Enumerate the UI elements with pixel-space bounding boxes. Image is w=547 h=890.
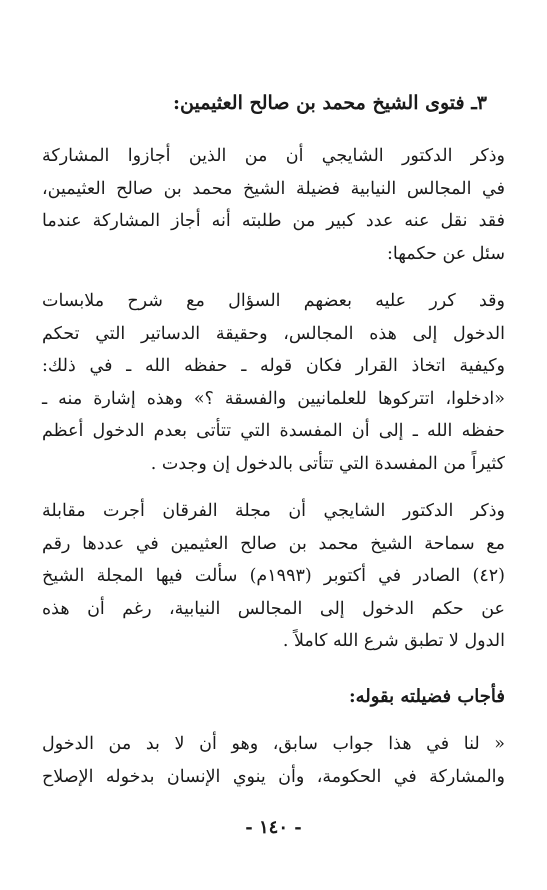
text-line: الدخول إلى هذه المجالس، وحقيقة الدساتير التي تحكم [42, 323, 505, 344]
text-line: وذكر الدكتور الشايجي أن من الذين أجازوا المشاركة [42, 146, 505, 166]
text-line: كثيراً من المفسدة التي تتأتى بالدخول إن وجدت . [150, 453, 505, 474]
paragraph-1 [42, 140, 505, 270]
section-heading: ٣ـ فتوى الشيخ محمد بن صالح العثيمين: [172, 92, 487, 114]
text-line: (٤٢) الصادر في أكتوبر (١٩٩٣م) سألت فيها المجلة الشيخ [42, 566, 505, 586]
text-line: والمشاركة في الحكومة، وأن ينوي الإنسان بدخوله الإصلاح [42, 766, 505, 787]
paragraph-4 [42, 728, 505, 793]
text-line: وكيفية اتخاذ القرار فكان قوله ـ حفظه الله ـ في ذلك: [42, 356, 505, 376]
answer-heading: فأجاب فضيلته بقوله: [348, 686, 505, 707]
text-line: فقد نقل عنه عدد كبير من طلبته أنه أجاز المشاركة عندما [42, 211, 505, 231]
text-line: حفظه الله ـ إلى أن المفسدة التي تتأتى بعدم الدخول أعظم [42, 421, 505, 441]
text-line: « لنا في هذا جواب سابق، وهو أن لا بد من الدخول [42, 734, 505, 754]
text-line: مع سماحة الشيخ محمد بن صالح العثيمين في عددها رقم [42, 533, 505, 554]
text-line: عن حكم الدخول إلى المجالس النيابية، رغم أن هذه [42, 598, 505, 619]
text-line: الدول لا تطبق شرع الله كاملاً . [282, 631, 505, 651]
paragraph-2 [42, 285, 505, 480]
text-line: وقد كرر عليه بعضهم السؤال مع شرح ملابسات [42, 291, 505, 311]
page-number: - ١٤٠ - [245, 817, 302, 838]
paragraph-3 [42, 495, 505, 658]
text-line: «ادخلوا، اتتركوها للعلمانيين والفسقة ؟» وهذه إشارة منه ـ [42, 388, 505, 409]
text-line: وذكر الدكتور الشايجي أن مجلة الفرقان أجرت مقابلة [42, 501, 505, 521]
text-line: في المجالس النيابية فضيلة الشيخ محمد بن صالح العثيمين، [42, 178, 505, 199]
text-line: سئل عن حكمها: [387, 243, 505, 264]
